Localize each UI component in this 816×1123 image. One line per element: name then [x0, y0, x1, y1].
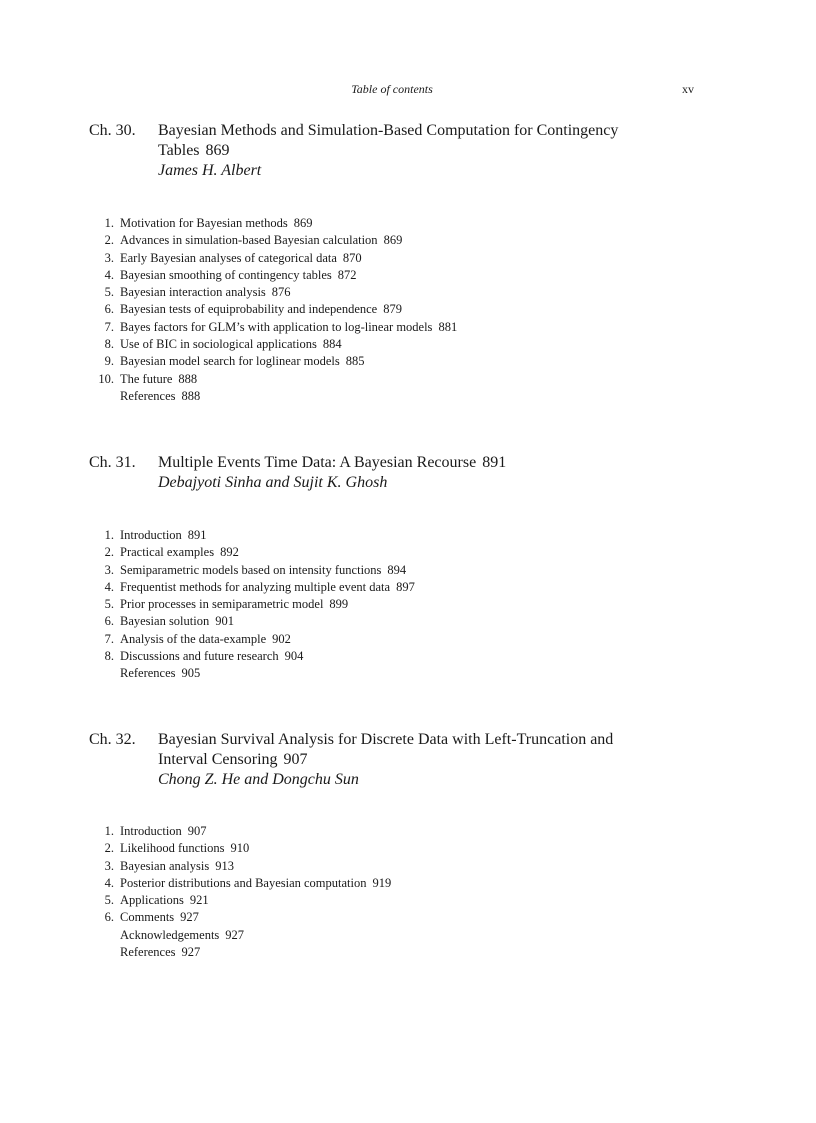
chapter-title-block — [158, 453, 689, 493]
chapter-title-line — [158, 453, 689, 473]
section-title: Introduction — [120, 528, 182, 542]
section-page: 927 — [181, 945, 201, 960]
section-title: Motivation for Bayesian methods — [120, 216, 288, 230]
section-title: Semiparametric models based on intensity functions — [120, 562, 382, 577]
section-number: 4. — [104, 267, 114, 282]
section-number: 10. — [98, 371, 114, 386]
section-item — [89, 319, 689, 336]
section-item — [89, 267, 689, 284]
section-page: 881 — [438, 319, 458, 334]
section-number: 5. — [104, 285, 114, 300]
section-page: 897 — [396, 579, 415, 594]
section-number — [89, 927, 114, 944]
section-number: 5. — [104, 597, 114, 612]
section-title: Comments — [120, 910, 175, 925]
section-page: 907 — [187, 824, 207, 838]
section-item — [89, 927, 689, 944]
section-item — [89, 909, 689, 926]
section-title: Early Bayesian analyses of categorical data — [120, 250, 337, 265]
section-title: Introduction — [120, 824, 182, 838]
chapter-title-continued: Tables — [158, 142, 200, 159]
section-item — [89, 232, 689, 249]
section-item — [89, 665, 689, 682]
chapter-page: 907 — [283, 751, 308, 768]
section-title: Analysis of the data-example — [120, 631, 267, 646]
section-page: 891 — [187, 528, 207, 542]
section-number — [89, 944, 114, 961]
chapter-authors: Chong Z. He and Dongchu Sun — [158, 771, 359, 788]
section-title: Bayesian smoothing of contingency tables — [120, 267, 332, 282]
section-number: 9. — [104, 354, 114, 369]
section-title: The future — [120, 371, 173, 386]
section-title: Bayesian analysis — [120, 858, 210, 873]
section-title: Prior processes in semiparametric model — [120, 597, 324, 612]
chapter-32 — [89, 730, 689, 961]
chapter-title-line: Bayesian Methods and Simulation-Based Computation for Contingency — [158, 122, 619, 139]
section-page: 888 — [178, 371, 198, 386]
section-number — [89, 665, 114, 682]
section-page: 884 — [322, 337, 342, 352]
chapter-heading — [89, 453, 689, 493]
section-list — [89, 823, 689, 961]
section-item — [89, 544, 689, 561]
chapter-30 — [89, 121, 689, 405]
section-number: 6. — [104, 910, 114, 925]
section-title: Posterior distributions and Bayesian computation — [120, 875, 367, 890]
chapter-heading — [89, 730, 689, 790]
section-title: References — [120, 388, 176, 403]
chapter-title-block — [158, 121, 689, 181]
section-title: Bayes factors for GLM’s with application to log-linear models — [120, 319, 433, 334]
section-number: 2. — [104, 545, 114, 560]
section-page: 927 — [180, 910, 199, 925]
section-list — [89, 215, 689, 405]
section-number: 6. — [104, 614, 114, 629]
section-item — [89, 648, 689, 665]
section-page: 913 — [215, 858, 234, 873]
chapter-title-line — [158, 141, 689, 161]
section-number: 7. — [104, 319, 114, 334]
chapter-label: Ch. 32. — [89, 731, 136, 748]
section-item — [89, 353, 689, 370]
section-number: 3. — [104, 858, 114, 873]
section-number: 1. — [104, 528, 114, 542]
section-number: 3. — [104, 250, 114, 265]
section-number: 8. — [104, 649, 114, 664]
chapter-title-block — [158, 730, 689, 790]
section-item — [89, 858, 689, 875]
section-title: Discussions and future research — [120, 649, 279, 664]
section-title: Practical examples — [120, 545, 215, 560]
section-page: 919 — [372, 875, 392, 890]
section-page: 910 — [230, 841, 250, 856]
section-item — [89, 336, 689, 353]
section-title: Use of BIC in sociological applications — [120, 337, 317, 352]
chapter-page: 869 — [205, 142, 230, 159]
section-page: 892 — [220, 545, 239, 560]
section-item — [89, 562, 689, 579]
section-item — [89, 250, 689, 267]
section-item — [89, 823, 689, 840]
section-number: 2. — [104, 233, 114, 248]
section-item — [89, 631, 689, 648]
chapter-title-continued: Interval Censoring — [158, 751, 278, 768]
section-number: 2. — [104, 841, 114, 856]
section-title: Likelihood functions — [120, 841, 225, 856]
section-number: 5. — [104, 893, 114, 908]
section-title: References — [120, 945, 176, 960]
section-page: 869 — [293, 216, 313, 230]
section-number: 7. — [104, 631, 114, 646]
section-page: 927 — [225, 927, 245, 942]
chapter-31 — [89, 453, 689, 683]
section-title: References — [120, 666, 176, 681]
section-page: 872 — [337, 267, 357, 282]
section-item — [89, 596, 689, 613]
section-item — [89, 613, 689, 630]
section-number: 4. — [104, 579, 114, 594]
section-title: Bayesian solution — [120, 614, 210, 629]
chapter-authors: James H. Albert — [158, 162, 262, 179]
section-title: Applications — [120, 893, 184, 908]
chapter-authors: Debajyoti Sinha and Sujit K. Ghosh — [158, 474, 388, 491]
chapter-page: 891 — [482, 454, 507, 471]
page-number: xv — [682, 82, 694, 96]
section-item — [89, 875, 689, 892]
section-item — [89, 284, 689, 301]
section-page: 869 — [383, 233, 403, 248]
section-page: 870 — [342, 250, 362, 265]
section-list — [89, 527, 689, 683]
section-title: Advances in simulation-based Bayesian calculation — [120, 233, 378, 248]
section-item — [89, 371, 689, 388]
section-item — [89, 527, 689, 544]
page-header — [0, 82, 816, 98]
section-item — [89, 840, 689, 857]
section-page: 888 — [181, 388, 201, 403]
section-item — [89, 301, 689, 318]
section-item — [89, 215, 689, 232]
running-title: Table of contents — [351, 82, 433, 96]
section-page: 899 — [329, 597, 349, 612]
chapter-label: Ch. 30. — [89, 122, 136, 139]
section-page: 905 — [181, 666, 201, 681]
section-page: 894 — [387, 562, 407, 577]
section-number: 1. — [104, 216, 114, 230]
section-page: 902 — [272, 631, 291, 646]
section-number: 6. — [104, 302, 114, 317]
section-page: 904 — [284, 649, 304, 664]
chapter-title-line: Bayesian Survival Analysis for Discrete Data with Left-Truncation and — [158, 731, 614, 748]
section-title: Frequentist methods for analyzing multiple event data — [120, 579, 391, 594]
chapter-title-line — [158, 750, 689, 770]
section-page: 885 — [345, 354, 365, 369]
section-title: Bayesian tests of equiprobability and independence — [120, 302, 378, 317]
section-page: 879 — [383, 302, 402, 317]
chapter-heading — [89, 121, 689, 181]
section-title: Bayesian model search for loglinear models — [120, 354, 340, 369]
section-title: Bayesian interaction analysis — [120, 285, 266, 300]
section-number: 8. — [104, 337, 114, 352]
section-number: 1. — [104, 824, 114, 838]
section-page: 921 — [189, 893, 209, 908]
chapter-title: Multiple Events Time Data: A Bayesian Recourse — [158, 454, 477, 471]
section-item — [89, 892, 689, 909]
section-title: Acknowledgements — [120, 927, 220, 942]
section-item — [89, 388, 689, 405]
section-number: 3. — [104, 562, 114, 577]
section-item — [89, 579, 689, 596]
chapter-label: Ch. 31. — [89, 454, 136, 471]
section-item — [89, 944, 689, 961]
section-page: 876 — [271, 285, 291, 300]
section-page: 901 — [215, 614, 234, 629]
section-number — [89, 388, 114, 405]
section-number: 4. — [104, 875, 114, 890]
